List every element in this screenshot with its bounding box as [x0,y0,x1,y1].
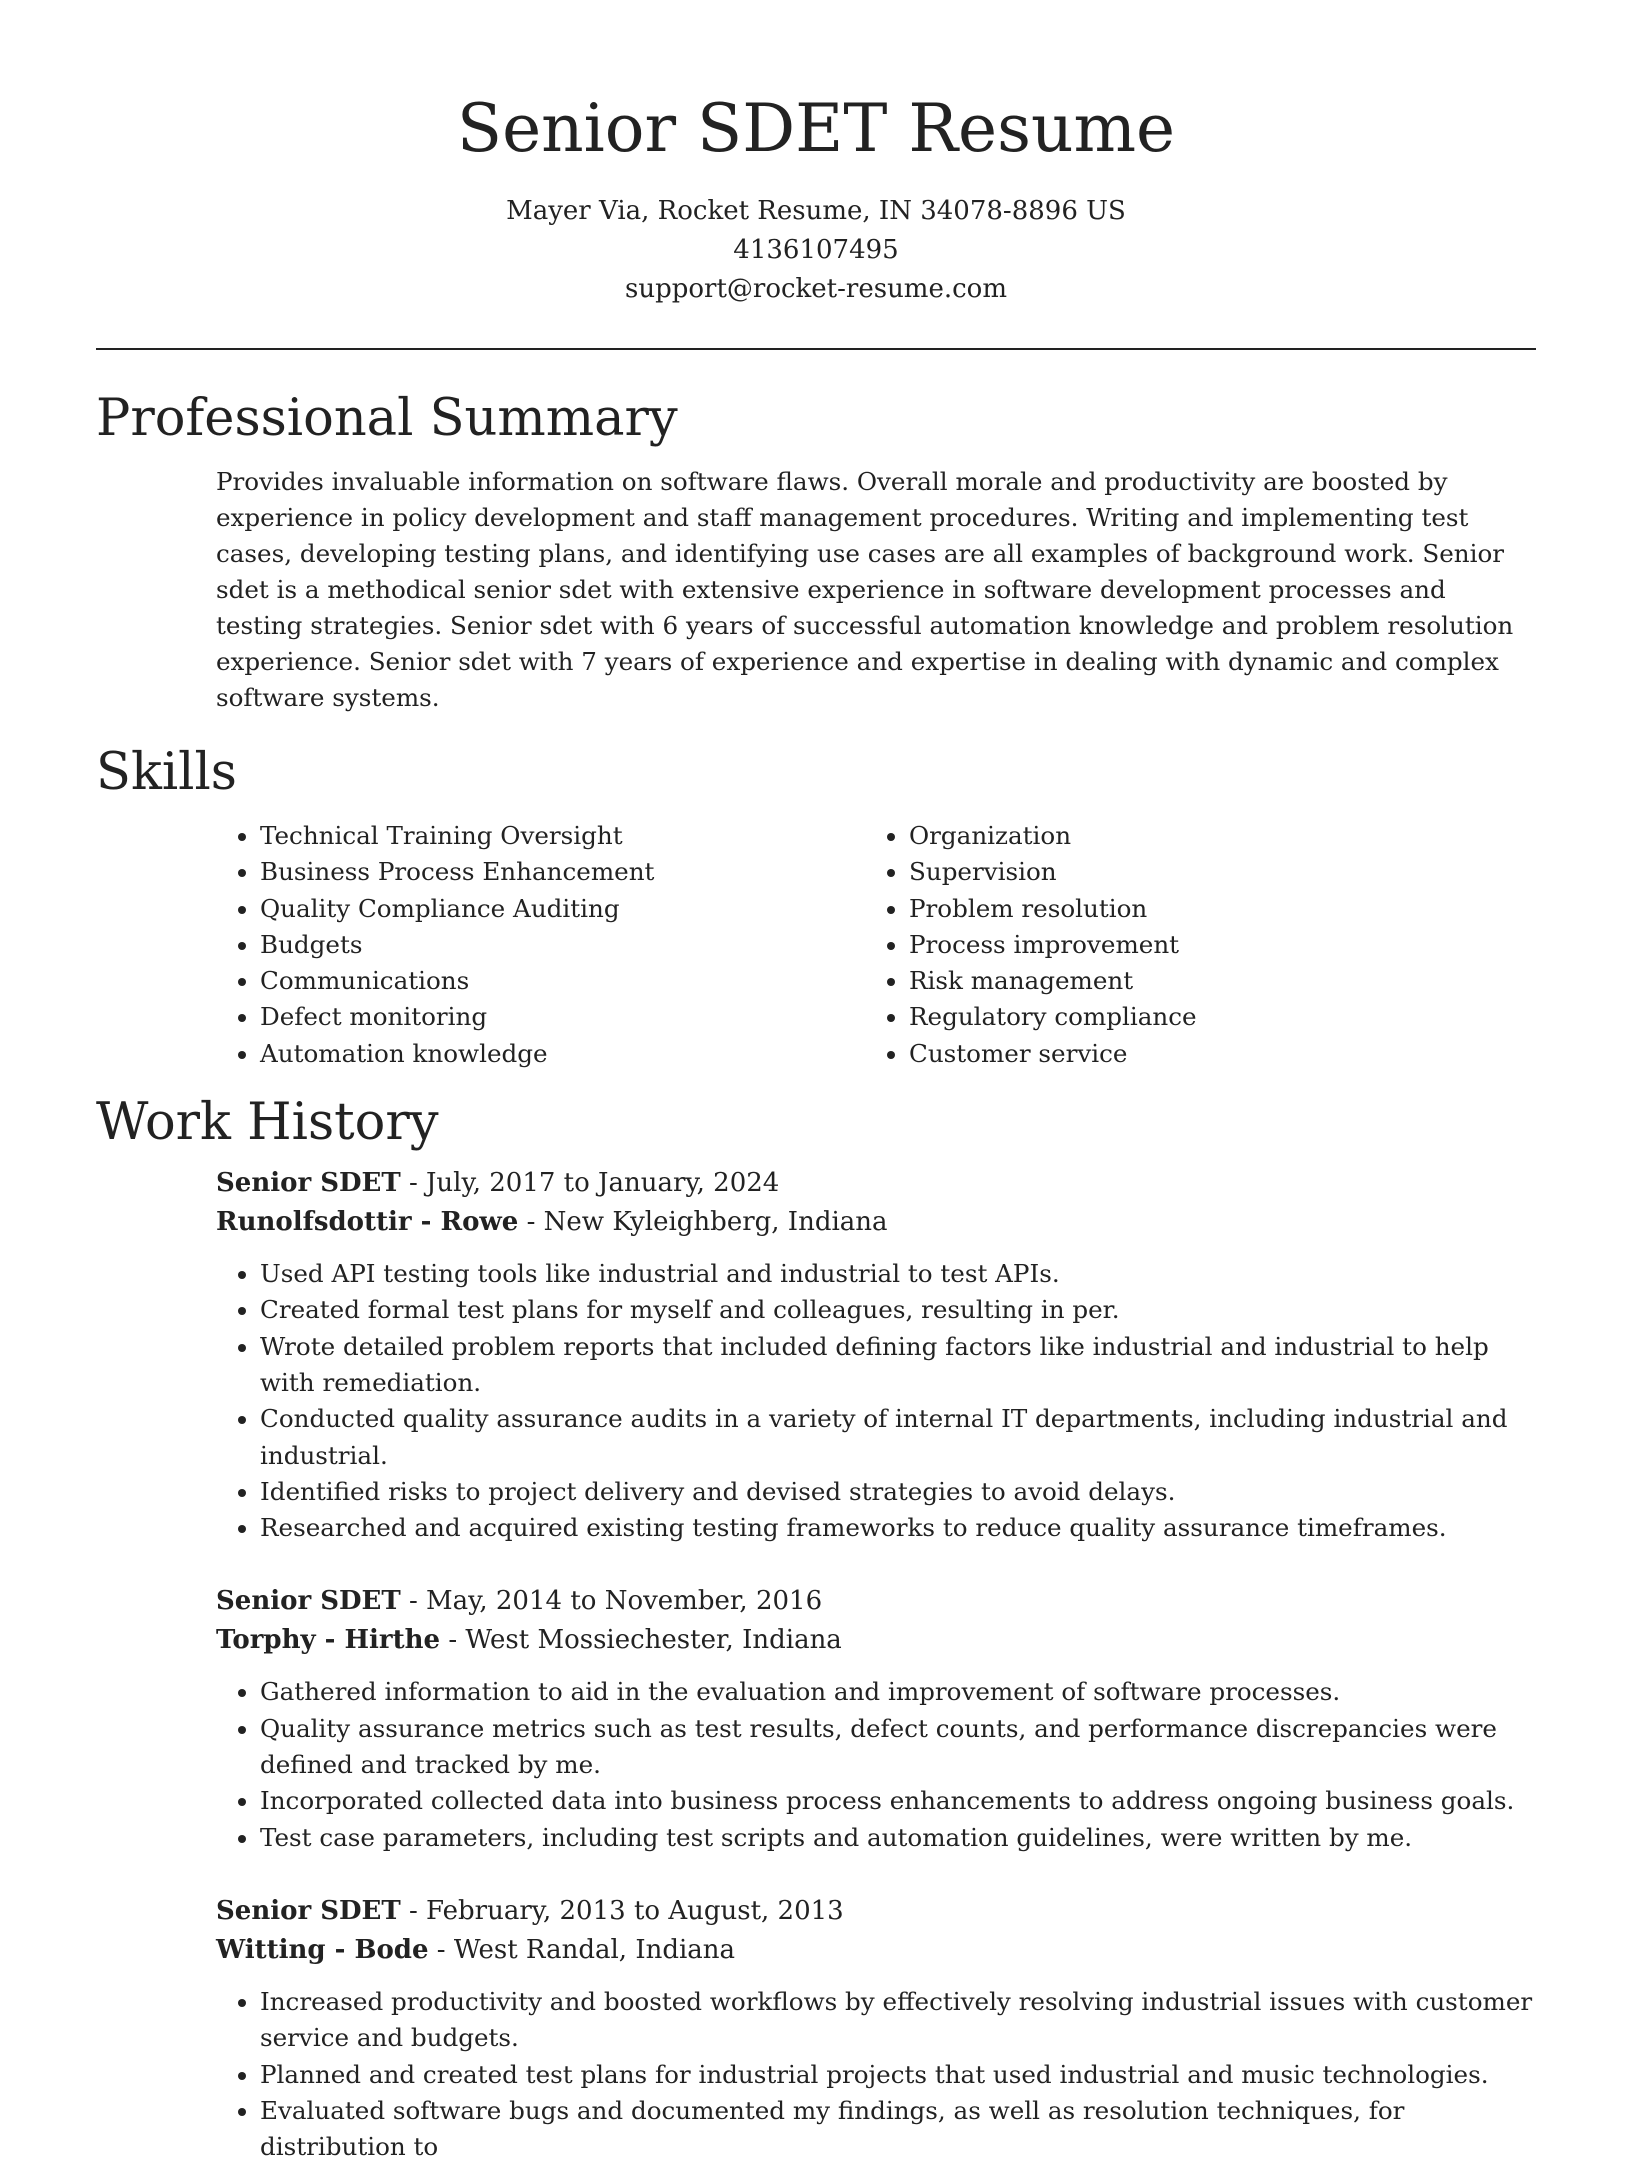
job-entry [216,1582,1538,1855]
job-title-line [216,1582,1538,1621]
skill-item: • Defect monitoring [260,999,865,1035]
skill-item: • Budgets [260,927,865,963]
skill-item: • Risk management [909,963,1514,999]
skill-item: • Quality Compliance Auditing [260,891,865,927]
job-bullet: • Test case parameters, including test scripts and automation guidelines, were written by me. [260,1820,1538,1856]
summary-text: Provides invaluable information on software flaws. Overall morale and productivity are boosted by experience in policy development and staff management procedures. Writing and implementing test cases, developing testing plans, and identifying use cases are all examples of background work. Senior sdet is a methodical senior sdet with extensive experience in software development processes and testing strategies. Senior sdet with 6 years of successful automation knowledge and problem resolution experience. Senior sdet with 7 years of experience and expertise in dealing with dynamic and complex software systems. [216,467,1514,712]
job-bullet: • Wrote detailed problem reports that included defining factors like industrial and industrial to help with remediation. [260,1329,1538,1402]
contact-block [96,192,1536,309]
job-title-line [216,1164,1538,1203]
job-bullet: • Evaluated software bugs and documented my findings, as well as resolution techniques, for distribution to [260,2093,1538,2165]
skill-item: • Business Process Enhancement [260,854,865,890]
skills-column-right [865,818,1514,1072]
job-title: Senior SDET [216,1586,401,1617]
skill-item: • Process improvement [909,927,1514,963]
job-bullets [216,1984,1538,2165]
job-bullet: • Identified risks to project delivery and devised strategies to avoid delays. [260,1474,1538,1510]
skills-section [96,742,1536,1072]
job-company: Torphy - Hirthe [216,1625,441,1656]
job-title-line [216,1892,1538,1931]
job-bullet: • Created formal test plans for myself and colleagues, resulting in per. [260,1292,1538,1328]
skills-heading: Skills [96,743,237,802]
skills-grid [216,818,1536,1072]
summary-section [96,388,1536,716]
job-bullets [216,1674,1538,1855]
summary-heading: Professional Summary [96,389,678,448]
skill-item: • Communications [260,963,865,999]
job-bullets [216,1256,1538,1546]
skill-item: • Supervision [909,854,1514,890]
work-history-section [96,1092,1536,2165]
job-entry [216,1892,1538,2165]
job-bullet: • Conducted quality assurance audits in a variety of internal IT departments, including industrial and industrial. [260,1401,1538,1474]
contact-email: support@rocket-resume.com [624,274,1007,304]
resume-page [96,0,1536,2165]
job-company: Witting - Bode [216,1934,429,1965]
contact-phone: 4136107495 [733,235,899,265]
job-title: Senior SDET [216,1895,401,1926]
page-title: Senior SDET Resume [456,90,1176,167]
skills-column-left [216,818,865,1072]
job-location: - West Mossiechester, Indiana [440,1625,842,1656]
job-dates: - July, 2017 to January, 2024 [400,1168,780,1199]
work-history-heading: Work History [96,1093,439,1153]
skill-item: • Technical Training Oversight [260,818,865,854]
job-location: - West Randal, Indiana [428,1934,736,1965]
skill-item: • Regulatory compliance [909,999,1514,1035]
skill-item: • Problem resolution [909,891,1514,927]
job-entry [216,1164,1538,1546]
job-location: - New Kyleighberg, Indiana [518,1207,888,1238]
job-bullet: • Planned and created test plans for industrial projects that used industrial and music technologies. [260,2057,1538,2093]
header-divider [96,348,1536,350]
job-bullet: • Quality assurance metrics such as test results, defect counts, and performance discrepancies were defined and tracked by me. [260,1711,1538,1784]
job-company: Runolfsdottir - Rowe [216,1207,519,1238]
job-company-line [216,1931,1538,1970]
skill-item: • Organization [909,818,1514,854]
job-bullet: • Increased productivity and boosted workflows by effectively resolving industrial issues with customer service and budgets. [260,1984,1538,2057]
skill-item: • Customer service [909,1036,1514,1072]
job-bullet: • Researched and acquired existing testing frameworks to reduce quality assurance timeframes. [260,1510,1538,1546]
contact-address: Mayer Via, Rocket Resume, IN 34078-8896 US [506,196,1126,226]
skill-item: • Automation knowledge [260,1036,865,1072]
job-bullet: • Incorporated collected data into business process enhancements to address ongoing business goals. [260,1783,1538,1819]
job-company-line [216,1621,1538,1660]
job-company-line [216,1203,1538,1242]
job-dates: - February, 2013 to August, 2013 [400,1895,844,1926]
job-title: Senior SDET [216,1168,401,1199]
job-bullet: • Used API testing tools like industrial and industrial to test APIs. [260,1256,1538,1292]
job-bullet: • Gathered information to aid in the evaluation and improvement of software processes. [260,1674,1538,1710]
job-dates: - May, 2014 to November, 2016 [400,1586,823,1617]
